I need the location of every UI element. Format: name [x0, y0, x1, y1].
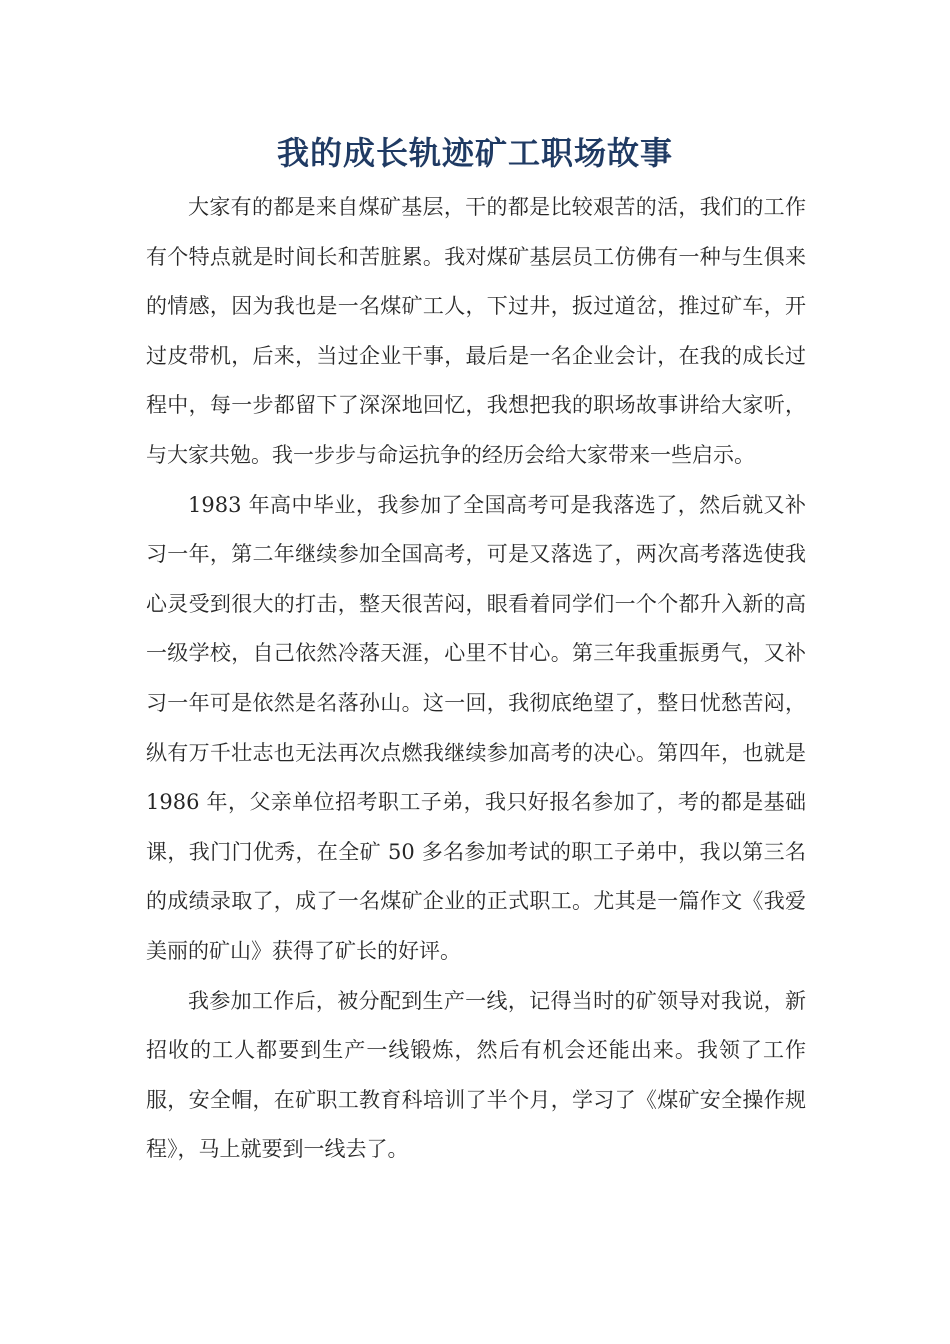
document-body: [146, 183, 806, 1175]
paragraph: 1983 年高中毕业，我参加了全国高考可是我落选了，然后就又补习一年，第二年继续参加全国高考，可是又落选了，两次高考落选使我心灵受到很大的打击，整天很苦闷，眼看着同学们一个个都升入新的高一级学校，自己依然冷落天涯，心里不甘心。第三年我重振勇气，又补习一年可是依然是名落孙山。这一回，我彻底绝望了，整日忧愁苦闷，纵有万千壮志也无法再次点燃我继续参加高考的决心。第四年，也就是 1986 年，父亲单位招考职工子弟，我只好报名参加了，考的都是基础课，我门门优秀，在全矿 50 多名参加考试的职工子弟中，我以第三名的成绩录取了，成了一名煤矿企业的正式职工。尤其是一篇作文《我爱美丽的矿山》获得了矿长的好评。: [146, 492, 806, 963]
document-title: 我的成长轨迹矿工职场故事: [276, 134, 673, 172]
paragraph: 我参加工作后，被分配到生产一线，记得当时的矿领导对我说，新招收的工人都要到生产一线锻炼，然后有机会还能出来。我领了工作服，安全帽，在矿职工教育科培训了半个月，学习了《煤矿安全操作规程》，马上就要到一线去了。: [146, 988, 806, 1162]
paragraph: 大家有的都是来自煤矿基层，干的都是比较艰苦的活，我们的工作有个特点就是时间长和苦脏累。我对煤矿基层员工仿佛有一种与生俱来的情感，因为我也是一名煤矿工人，下过井，扳过道岔，推过矿车，开过皮带机，后来，当过企业干事，最后是一名企业会计，在我的成长过程中，每一步都留下了深深地回忆，我想把我的职场故事讲给大家听，与大家共勉。我一步步与命运抗争的经历会给大家带来一些启示。: [146, 195, 806, 467]
